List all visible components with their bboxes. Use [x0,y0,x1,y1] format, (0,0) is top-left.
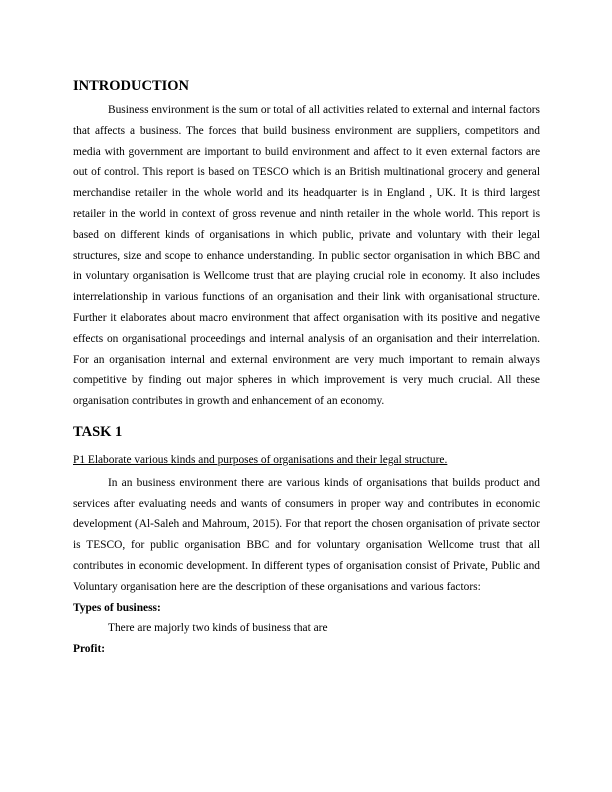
task1-subheading: P1 Elaborate various kinds and purposes of organisations and their legal structure. [73,453,448,466]
types-of-business-label: Types of business: [73,601,161,614]
types-of-business-text: There are majorly two kinds of business that are [108,622,328,635]
profit-label: Profit: [73,643,106,656]
task1-paragraph: In an business environment there are various kinds of organisations that builds product and services after evaluating needs and wants of consumers in proper way and contributes in economic development (Al-Saleh and Mahroum, 2015). For that report the chosen organisation of private sector is TESCO, for public organisation BBC and for voluntary organisation Wellcome trust that all contributes in economic development. In different types of organisation consist of Private, Public and Voluntary organisation here are the description of these organisations and various factors: [73,476,540,593]
introduction-paragraph: Business environment is the sum or total of all activities related to external and internal factors that affects a business. The forces that build business environment are suppliers, competitors and media with government are important to build environment and affect to it even external factors are out of control. This report is based on TESCO which is an British multinational grocery and general merchandise retailer in the whole world and its headquarter is in England , UK. It is third largest retailer in the world in context of gross revenue and ninth retailer in the whole world. This report is based on different kinds of organisations in which public, private and voluntary with their legal structures, size and scope to enhance understanding. In public sector organisation in which BBC and in voluntary organisation is Wellcome trust that are playing crucial role in economy. It also includes interrelationship in various functions of an organisation and their link with organisational structure. Further it elaborates about macro environment that affect organisation with its positive and negative effects on organisational proceedings and internal analysis of an organisation and their interrelation. For an organisation internal and external environment are very much important to remain always competitive by finding out major spheres in which improvement is very much crucial. All these organisation contributes in growth and enhancement of an economy. [73,104,540,408]
task1-heading: TASK 1 [73,423,123,440]
document-page [73,76,540,660]
introduction-heading: INTRODUCTION [73,78,190,94]
